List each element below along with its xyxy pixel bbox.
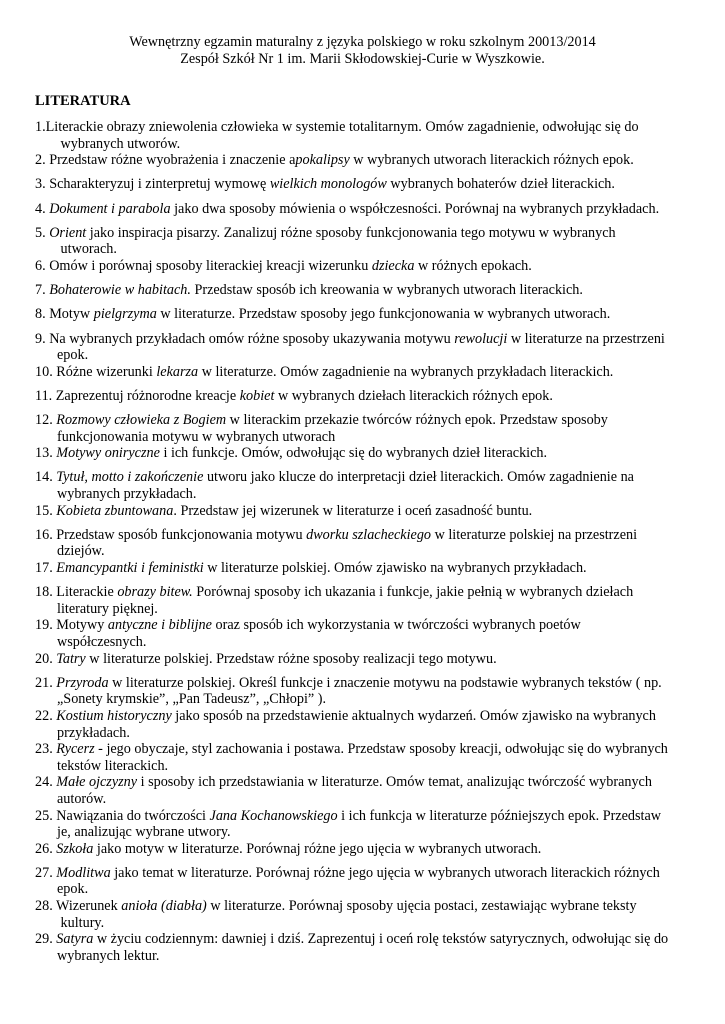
list-item-text: w literaturze na przestrzeni xyxy=(507,330,665,347)
list-item xyxy=(35,445,695,462)
list-item-text: i ich funkcja w literaturze późniejszych epok. Przedstaw xyxy=(337,807,662,824)
list-item-number: 21. xyxy=(35,674,57,691)
list-item-number: 7. xyxy=(35,282,50,299)
list-item-emphasis: Kostium historyczny xyxy=(56,707,172,724)
list-item-emphasis: Dokument i parabola xyxy=(49,200,171,217)
list-item-text: wybranych lektur. xyxy=(57,947,160,964)
list-item-number: 23. xyxy=(35,741,57,758)
list-item-text: wybranych przykładach. xyxy=(57,486,197,503)
list-item xyxy=(35,258,695,275)
list-item-text: Nawiązania do twórczości xyxy=(56,807,210,824)
list-item-number: 20. xyxy=(35,650,57,667)
list-item-text: funkcjonowania motywu w wybranych utworach xyxy=(57,428,336,445)
list-item-text: tekstów literackich. xyxy=(57,757,169,774)
list-item-number: 24. xyxy=(35,774,57,791)
list-item-text: w literaturze polskiej. Określ funkcje i znaczenie motywu na podstawie wybranych tekstów ( np. xyxy=(108,674,662,691)
list-item-emphasis: Szkoła xyxy=(56,840,94,857)
list-item-emphasis: kobiet xyxy=(239,387,275,404)
list-item-number: 11. xyxy=(35,387,56,404)
list-item-text: w literackim przekazie twórców różnych epok. Przedstaw sposoby xyxy=(226,412,608,429)
list-item-text: epok. xyxy=(57,347,89,364)
list-item-emphasis: rewolucji xyxy=(454,330,508,347)
list-item-text: w literaturze. Przedstaw sposoby jego funkcjonowania w wybranych utworach. xyxy=(156,306,611,323)
list-item xyxy=(35,741,695,774)
list-item-emphasis: obrazy bitew. xyxy=(117,584,193,601)
list-item xyxy=(35,201,695,218)
list-item-text: epok. xyxy=(57,881,89,898)
list-item-text: - jego obyczaje, styl zachowania i postawa. Przedstaw sposoby kreacji, odwołując się do wybranych xyxy=(94,741,668,758)
list-item-text: w literaturze polskiej na przestrzeni xyxy=(431,526,638,543)
list-item-number: 12. xyxy=(35,412,57,429)
list-item-emphasis: Orient xyxy=(49,224,87,241)
list-item-text: Porównaj sposoby ich ukazania i funkcje, jakie pełnią w wybranych dziełach xyxy=(192,584,634,601)
list-item-number: 14. xyxy=(35,469,57,486)
list-item xyxy=(35,282,695,299)
list-item-text: dziejów. xyxy=(57,543,105,560)
list-item-text: Różne wizerunki xyxy=(56,363,157,380)
list-item-number: 8. xyxy=(35,306,50,323)
list-item xyxy=(35,560,695,577)
list-item-text: i ich funkcje. Omów, odwołując się do wybranych dzieł literackich. xyxy=(159,445,548,462)
list-item-emphasis: wielkich monologów xyxy=(269,176,387,193)
list-item-emphasis: lekarza xyxy=(156,363,199,380)
list-item-text: Na wybranych przykładach omów różne sposoby ukazywania motywu xyxy=(49,330,455,347)
list-item xyxy=(35,527,695,560)
list-item-text: współczesnych. xyxy=(57,633,147,650)
list-item xyxy=(35,152,695,169)
list-item-text: w różnych epokach. xyxy=(414,257,532,274)
list-item-text: w wybranych dziełach literackich różnych epok. xyxy=(274,387,553,404)
list-item-text: Scharakteryzuj i zinterpretuj wymowę xyxy=(49,176,270,193)
list-item-emphasis: Tatry xyxy=(56,650,86,667)
list-item xyxy=(35,774,695,807)
list-item-number: 29. xyxy=(35,931,57,948)
list-item-number: 25. xyxy=(35,807,57,824)
list-item-text: w literaturze polskiej. Przedstaw różne sposoby realizacji tego motywu. xyxy=(85,650,497,667)
list-item xyxy=(35,306,695,323)
list-item-text: wybranych utworów. xyxy=(57,135,181,152)
list-item-text: w wybranych utworach literackich różnych epok. xyxy=(349,152,634,169)
list-item-emphasis: Małe ojczyzny xyxy=(56,774,138,791)
list-item-emphasis: Przyroda xyxy=(56,674,109,691)
list-item-text: Omów i porównaj sposoby literackiej kreacji wizerunku xyxy=(49,257,372,274)
list-item xyxy=(35,841,695,858)
list-item-text: jako inspiracja pisarzy. Zanalizuj różne sposoby funkcjonowania tego motywu w wybranych xyxy=(86,224,616,241)
list-item-number: 16. xyxy=(35,526,57,543)
list-item-number: 13. xyxy=(35,445,57,462)
list-item-text: jako motyw w literaturze. Porównaj różne jego ujęcia w wybranych utworach. xyxy=(93,840,542,857)
list-item-text: przykładach. xyxy=(57,724,130,741)
document-header xyxy=(0,34,725,68)
list-item-text: „Sonety krymskie”, „Pan Tadeusz”, „Chłopi” ). xyxy=(57,691,327,708)
list-item-number: 18. xyxy=(35,584,57,601)
list-item xyxy=(35,364,695,381)
list-item xyxy=(35,708,695,741)
list-item-text: literatury pięknej. xyxy=(57,600,158,617)
list-item xyxy=(35,865,695,898)
list-item-text: Motyw xyxy=(49,306,94,323)
list-item-emphasis: Bohaterowie w habitach. xyxy=(49,282,191,299)
list-item-number: 15. xyxy=(35,502,57,519)
header-line-2: Zespół Szkół Nr 1 im. Marii Skłodowskiej-Curie w Wyszkowie. xyxy=(180,51,545,67)
list-item-emphasis: antyczne i biblijne xyxy=(107,617,212,634)
list-item-text: Zaprezentuj różnorodne kreacje xyxy=(55,387,240,404)
list-item-emphasis: Rycerz xyxy=(56,741,95,758)
list-item-number: 27. xyxy=(35,864,57,881)
section-title: LITERATURA xyxy=(35,93,131,109)
list-item xyxy=(35,469,695,502)
list-item-number: 28. xyxy=(35,898,57,915)
list-item-number: 26. xyxy=(35,840,57,857)
list-item-text: je, analizując wybrane utwory. xyxy=(57,824,231,841)
list-item xyxy=(35,331,695,364)
list-item-text: jako temat w literaturze. Porównaj różne jego ujęcia w wybranych utworach literackich różnych xyxy=(110,864,660,881)
list-item-emphasis: Jana Kochanowskiego xyxy=(209,807,338,824)
list-item-text: i sposoby ich przedstawiania w literaturze. Omów temat, analizując twórczość wybranych xyxy=(137,774,652,791)
list-item-number: 3. xyxy=(35,176,50,193)
list-item-text: Przedstaw sposób funkcjonowania motywu xyxy=(56,526,307,543)
list-item-emphasis: dziecka xyxy=(371,257,415,274)
list-item-number: 6. xyxy=(35,257,50,274)
list-item-emphasis: Tytuł, motto i zakończenie xyxy=(56,469,204,486)
list-item-text: w literaturze polskiej. Omów zjawisko na wybranych przykładach. xyxy=(203,560,587,576)
header-line-1: Wewnętrzny egzamin maturalny z języka polskiego w roku szkolnym 20013/2014 xyxy=(129,34,596,50)
list-item-text: jako dwa sposoby mówienia o współczesności. Porównaj na wybranych przykładach. xyxy=(170,200,660,217)
list-item-text: . Przedstaw jej wizerunek w literaturze i oceń zasadność buntu. xyxy=(173,502,533,519)
list-item xyxy=(35,176,695,193)
list-item-text: jako sposób na przedstawienie aktualnych wydarzeń. Omów zjawisko na wybranych xyxy=(171,707,656,724)
list-item-text: wybranych bohaterów dzieł literackich. xyxy=(386,176,615,193)
list-item xyxy=(35,808,695,841)
list-item xyxy=(35,675,695,708)
topic-list xyxy=(35,119,695,964)
list-item-text: autorów. xyxy=(57,790,107,807)
list-item-text: Przedstaw różne wyobrażenia i znaczenie a xyxy=(49,152,296,169)
list-item xyxy=(35,388,695,405)
list-item-emphasis: anioła (diabła) xyxy=(121,898,207,915)
list-item xyxy=(35,617,695,650)
list-item-text: Przedstaw sposób ich kreowania w wybranych utworach literackich. xyxy=(190,282,583,299)
list-item-number: 22. xyxy=(35,707,57,724)
list-item-emphasis: Rozmowy człowieka z Bogiem xyxy=(56,412,227,429)
list-item xyxy=(35,119,695,152)
list-item-text: kultury. xyxy=(57,914,105,931)
list-item-number: 19. xyxy=(35,617,57,634)
list-item-number: 17. xyxy=(35,560,57,576)
list-item-text: Literackie xyxy=(56,584,118,601)
list-item-text: utworach. xyxy=(57,241,117,258)
list-item xyxy=(35,931,695,964)
list-item-text: w literaturze. Porównaj sposoby ujęcia postaci, zestawiając wybrane teksty xyxy=(206,898,637,915)
list-item-emphasis: Satyra xyxy=(56,931,94,948)
list-item-text: utworu jako klucze do interpretacji dzieł literackich. Omów zagadnienie na xyxy=(203,469,634,486)
list-item xyxy=(35,503,695,520)
list-item-number: 2. xyxy=(35,152,50,169)
list-item-number: 4. xyxy=(35,200,50,217)
list-item-emphasis: Kobieta zbuntowana xyxy=(56,502,174,519)
list-item-text: Wizerunek xyxy=(56,898,122,915)
list-item xyxy=(35,584,695,617)
list-item-number: 9. xyxy=(35,330,50,347)
list-item-text: oraz sposób ich wykorzystania w twórczości wybranych poetów xyxy=(211,617,581,634)
list-item xyxy=(35,651,695,668)
list-item-emphasis: Motywy oniryczne xyxy=(56,445,160,462)
list-item-emphasis: Emancypantki i feministki xyxy=(56,560,204,576)
list-item-text: Literackie obrazy zniewolenia człowieka w systemie totalitarnym. Omów zagadnienie, odwołując się do xyxy=(45,119,639,135)
list-item-text: Motywy xyxy=(56,617,108,634)
list-item-text: w życiu codziennym: dawniej i dziś. Zaprezentuj i oceń rolę tekstów satyrycznych, odwołując się do xyxy=(93,931,669,948)
list-item-emphasis: pielgrzyma xyxy=(93,306,157,323)
list-item-number: 10. xyxy=(35,363,57,380)
list-item xyxy=(35,225,695,258)
list-item xyxy=(35,898,695,931)
list-item-number: 5. xyxy=(35,224,50,241)
list-item xyxy=(35,412,695,445)
list-item-emphasis: pokalipsy xyxy=(295,152,350,169)
list-item-number: 1. xyxy=(35,119,46,135)
list-item-emphasis: dworku szlacheckiego xyxy=(306,526,432,543)
list-item-text: w literaturze. Omów zagadnienie na wybranych przykładach literackich. xyxy=(198,363,614,380)
list-item-emphasis: Modlitwa xyxy=(56,864,111,881)
